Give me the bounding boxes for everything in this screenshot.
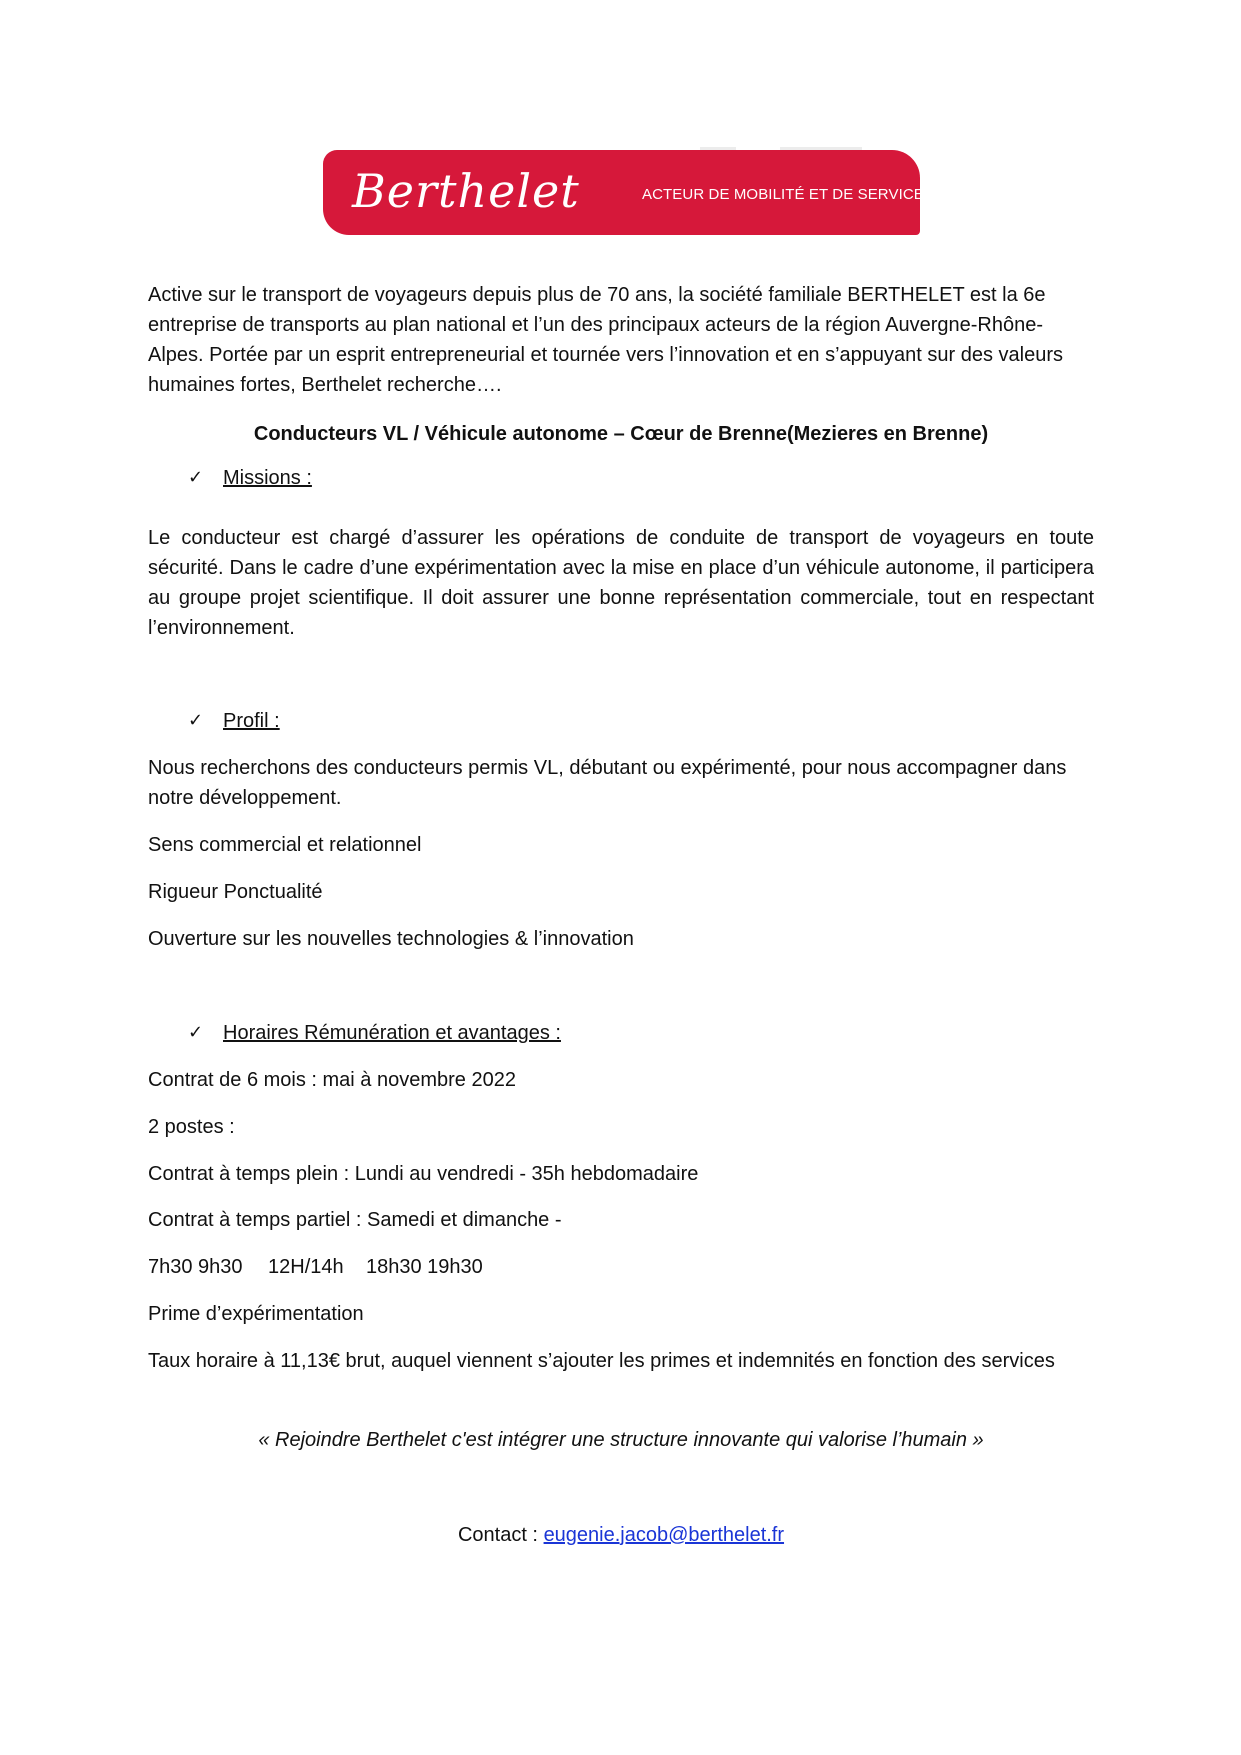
contrat-temps-partiel: Contrat à temps partiel : Samedi et dimanche - (148, 1209, 562, 1231)
contact-line (148, 1520, 1094, 1550)
logo-wordmark: Berthelet (352, 164, 580, 218)
profil-item: Rigueur Ponctualité (148, 881, 323, 903)
profil-heading: Profil : (223, 710, 280, 732)
contrat-duration: Contrat de 6 mois : mai à novembre 2022 (148, 1069, 516, 1091)
intro-paragraph: Active sur le transport de voyageurs depuis plus de 70 ans, la société familiale BERTHELET est la 6e entreprise de transports au plan national et l’un des principaux acteurs de la région Auvergne-Rhône-Alpes. Portée par un esprit entrepreneurial et tournée vers l’innovation et en s’appuyant sur des valeurs humaines fortes, Berthelet recherche…. (148, 284, 1063, 396)
logo-tagline: ACTEUR DE MOBILITÉ ET DE SERVICES (642, 186, 934, 203)
section-missions (188, 463, 312, 493)
section-profil (188, 706, 280, 736)
taux-horaire: Taux horaire à 11,13€ brut, auquel viennent s’ajouter les primes et indemnités en fonction des services (148, 1350, 1055, 1372)
schedule-slot: 12H/14h (268, 1256, 344, 1278)
prime: Prime d’expérimentation (148, 1303, 364, 1325)
checkmark-icon: ✓ (188, 710, 204, 731)
schedule-hours (148, 1252, 1094, 1282)
horaires-heading: Horaires Rémunération et avantages : (223, 1022, 561, 1044)
section-horaires (188, 1018, 561, 1048)
contrat-temps-plein: Contrat à temps plein : Lundi au vendredi - 35h hebdomadaire (148, 1163, 699, 1185)
postes-count: 2 postes : (148, 1116, 235, 1138)
missions-text: Le conducteur est chargé d’assurer les opérations de conduite de transport de voyageurs en toute sécurité. Dans le cadre d’une expérimentation avec la mise en place d’un véhicule autonome, il participera au groupe projet scientifique. Il doit assurer une bonne représentation commerciale, tout en respectant l’environnement. (148, 527, 1094, 639)
checkmark-icon: ✓ (188, 467, 204, 488)
contact-label: Contact : (457, 1524, 538, 1546)
schedule-slot: 7h30 9h30 (148, 1256, 243, 1278)
closing-quote: « Rejoindre Berthelet c'est intégrer une structure innovante qui valorise l’humain » (258, 1429, 984, 1451)
job-title: Conducteurs VL / Véhicule autonome – Cœur de Brenne(Mezieres en Brenne) (253, 423, 989, 445)
missions-heading: Missions : (223, 467, 312, 489)
profil-text: Nous recherchons des conducteurs permis VL, débutant ou expérimenté, pour nous accompagner dans notre développement. (148, 757, 1067, 809)
checkmark-icon: ✓ (188, 1022, 204, 1043)
schedule-slot: 18h30 19h30 (366, 1256, 483, 1278)
profil-item: Ouverture sur les nouvelles technologies & l’innovation (148, 928, 634, 950)
profil-item: Sens commercial et relationnel (148, 834, 422, 856)
contact-email-link[interactable]: eugenie.jacob@berthelet.fr (543, 1524, 785, 1546)
